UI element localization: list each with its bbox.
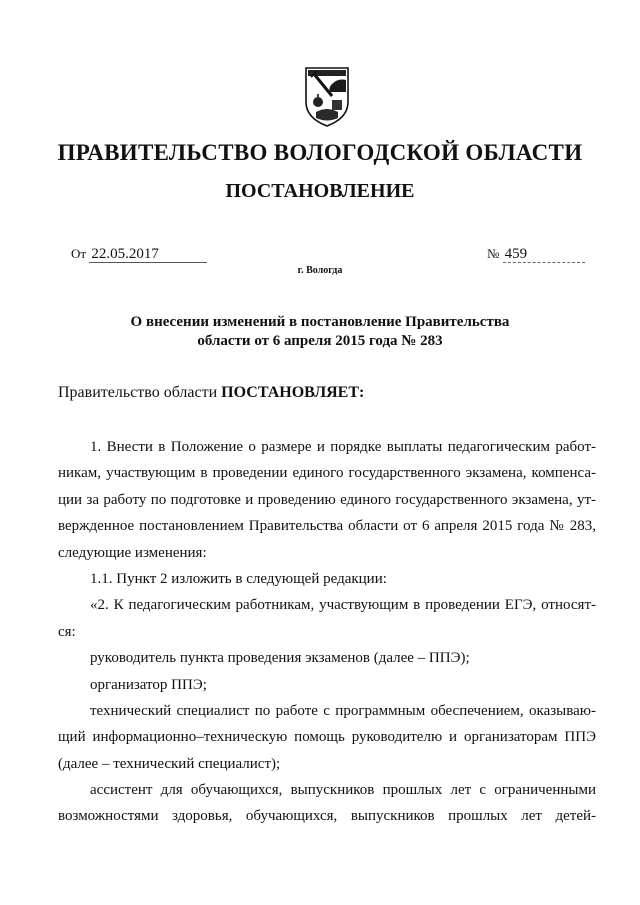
document-city: г. Вологда [297,265,343,276]
date-value: 22.05.2017 [89,247,207,263]
body-line: ся: [58,623,76,640]
org-title: ПРАВИТЕЛЬСТВО ВОЛОГОДСКОЙ ОБЛАСТИ [57,140,583,165]
body-line: 1. Внести в Положение о размере и порядке выплаты педагогическим работ- [90,439,596,455]
body-line: технический специалист по работе с программным обеспечением, оказываю- [90,702,596,719]
subject-line: области от 6 апреля 2015 года № 283 [197,333,443,349]
body-line: вержденное постановлением Правительства области от 6 апреля 2015 года № 283, [58,518,596,535]
body-line: ции за работу по подготовке и проведению единого государственного экзамена, ут- [58,491,596,508]
body-line: щий информационно–техническую помощь руководителю и организаторам ППЭ [58,729,596,746]
document-subject [0,313,640,351]
document-date [71,246,207,263]
decree-prefix: Правительство области [58,384,218,401]
document-number [487,246,585,263]
number-prefix: № [487,246,500,261]
decree-verb: ПОСТАНОВЛЯЕТ: [221,384,365,401]
body-line: ассистент для обучающихся, выпускников прошлых лет с ограниченными [90,782,596,799]
document-body [58,434,596,830]
vologda-coat-of-arms-icon [302,62,352,128]
body-line: никам, участвующим в проведении единого государственного экзамена, компенса- [58,465,596,482]
number-value: 459 [503,247,585,263]
body-line: (далее – технический специалист); [58,755,281,772]
body-line: следующие изменения: [58,544,207,561]
body-line: руководитель пункта проведения экзаменов (далее – ППЭ); [90,650,470,667]
body-line: 1.1. Пункт 2 изложить в следующей редакции: [90,570,387,587]
body-line: возможностями здоровья, обучающихся, выпускников прошлых лет детей- [58,808,596,825]
document-type: ПОСТАНОВЛЕНИЕ [225,180,415,202]
body-line: организатор ППЭ; [90,676,207,693]
subject-line: О внесении изменений в постановление Правительства [130,314,510,330]
decree-statement [58,384,364,402]
body-line: «2. К педагогическим работникам, участвующим в проведении ЕГЭ, относят- [90,597,596,614]
date-prefix: От [71,246,87,261]
